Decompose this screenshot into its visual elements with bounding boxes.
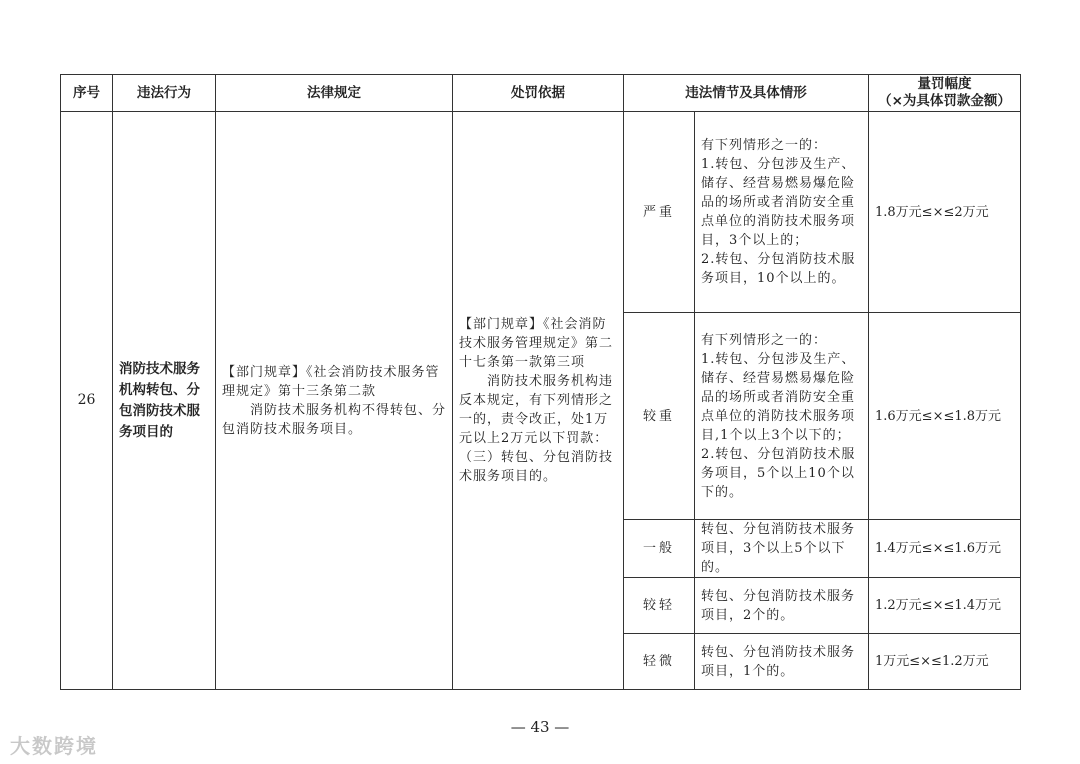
level-detail: 转包、分包消防技术服务项目，3个以上5个以下的。 <box>695 520 869 578</box>
level-detail: 有下列情形之一的： 1.转包、分包涉及生产、储存、经营易燃易爆危险品的场所或者消防安全重点单位的消防技术服务项目,1个以上3个以下的； 2.转包、分包消防技术服务项目，5个以上10个以下的。 <box>695 313 869 520</box>
header-range-title: 量罚幅度 <box>917 76 972 92</box>
header-act: 违法行为 <box>113 75 216 112</box>
level-amount: 1.8万元≤×≤2万元 <box>869 112 1021 313</box>
level-detail: 有下列情形之一的： 1.转包、分包涉及生产、储存、经营易燃易爆危险品的场所或者消防安全重点单位的消防技术服务项目，3个以上的； 2.转包、分包消防技术服务项目，10个以上的。 <box>695 112 869 313</box>
header-row <box>61 75 1021 112</box>
penalty-table <box>60 74 1021 690</box>
row-basis: 【部门规章】《社会消防技术服务管理规定》第二十七条第一款第三项 消防技术服务机构违反本规定，有下列情形之一的，责令改正，处1万元以上2万元以下罚款：（三）转包、分包消防技术服务项目的。 <box>453 112 624 690</box>
level-label: 轻微 <box>624 634 695 690</box>
row-seq: 26 <box>61 112 113 690</box>
header-seq: 序号 <box>61 75 113 112</box>
watermark-logo: 大数跨境 <box>10 734 98 758</box>
row-law: 【部门规章】《社会消防技术服务管理规定》第十三条第二款 消防技术服务机构不得转包、分包消防技术服务项目。 <box>216 112 453 690</box>
level-label: 较重 <box>624 313 695 520</box>
row-act: 消防技术服务机构转包、分包消防技术服务项目的 <box>113 112 216 690</box>
level-amount: 1万元≤×≤1.2万元 <box>869 634 1021 690</box>
header-range-note: （×为具体罚款金额） <box>878 93 1011 109</box>
header-range <box>869 75 1021 112</box>
level-amount: 1.4万元≤×≤1.6万元 <box>869 520 1021 578</box>
level-label: 较轻 <box>624 578 695 634</box>
page-number: — 43 — <box>510 718 570 736</box>
level-amount: 1.2万元≤×≤1.4万元 <box>869 578 1021 634</box>
level-amount: 1.6万元≤×≤1.8万元 <box>869 313 1021 520</box>
level-detail: 转包、分包消防技术服务项目，2个的。 <box>695 578 869 634</box>
level-label: 严重 <box>624 112 695 313</box>
header-basis: 处罚依据 <box>453 75 624 112</box>
table-row <box>61 112 1021 313</box>
level-detail: 转包、分包消防技术服务项目，1个的。 <box>695 634 869 690</box>
header-circumstances: 违法情节及具体情形 <box>624 75 869 112</box>
header-law: 法律规定 <box>216 75 453 112</box>
level-label: 一般 <box>624 520 695 578</box>
